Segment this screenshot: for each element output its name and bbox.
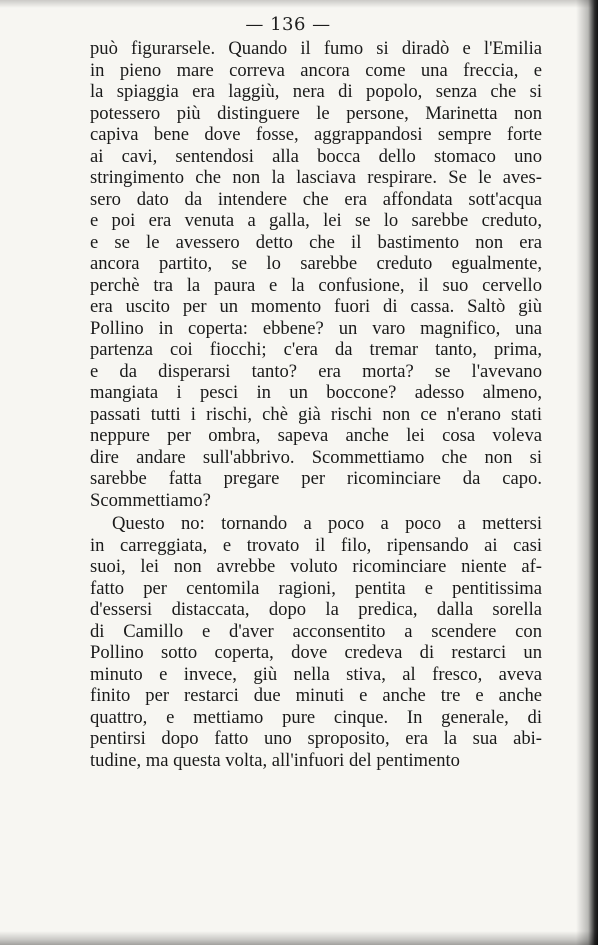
text-line: sero dato da intendere che era affondata sott'acqua [90, 188, 542, 210]
text-line: passati tutti i rischi, chè già rischi non ce n'erano stati [90, 403, 542, 425]
text-line: e da disperarsi tanto? era morta? se l'avevano [90, 360, 542, 382]
text-line: minuto e invece, giù nella stiva, al fresco, aveva [90, 663, 542, 685]
page-bottom-shadow [0, 931, 598, 945]
text-line: stringimento che non la lasciava respirare. Se le aves- [90, 167, 542, 188]
text-line: può figurarsele. Quando il fumo si diradò e l'Emilia [90, 38, 542, 59]
text-line: Questo no: tornando a poco a poco a mettersi [112, 513, 542, 534]
text-line: mangiata i pesci in un boccone? adesso almeno, [90, 382, 542, 403]
text-line: sarebbe fatta pregare per ricominciare da capo. [90, 468, 542, 489]
text-line: la spiaggia era laggiù, nera di popolo, senza che si [90, 81, 542, 102]
text-line: fatto per centomila ragioni, pentita e pentitissima [90, 577, 542, 599]
text-line: partenza coi fiocchi; c'era da tremar tanto, prima, [90, 339, 542, 360]
text-line: potessero più distinguere le persone, Marinetta non [90, 102, 542, 124]
page-top-shadow [0, 0, 598, 8]
text-line: dire andare sull'abbrivo. Scommettiamo che non si [90, 446, 542, 468]
body-text [90, 38, 542, 771]
text-line: perchè tra la paura e la confusione, il suo cervello [90, 274, 542, 296]
page-number: — 136 — [245, 14, 331, 35]
text-line: in pieno mare correva ancora come una freccia, e [90, 59, 542, 81]
text-line: finito per restarci due minuti e anche tre e anche [90, 685, 542, 706]
text-line: ancora partito, se lo sarebbe creduto egualmente, [90, 253, 542, 274]
text-line: d'essersi distaccata, dopo la predica, dalla sorella [90, 599, 542, 620]
text-line: Pollino sotto coperta, dove credeva di restarci un [90, 642, 542, 663]
text-line: Pollino in coperta: ebbene? un varo magnifico, una [90, 317, 542, 339]
text-line: capiva bene dove fosse, aggrappandosi sempre forte [90, 124, 542, 145]
text-line: tudine, ma questa volta, all'infuori del pentimento [90, 749, 460, 771]
text-line: neppure per ombra, sapeva anche lei cosa voleva [90, 425, 542, 446]
text-line: Scommettiamo? [90, 489, 211, 511]
text-line: di Camillo e d'aver acconsentito a scendere con [90, 620, 542, 642]
text-line: suoi, lei non avrebbe voluto ricominciare niente af- [90, 556, 542, 577]
text-line: e se le avessero detto che il bastimento non era [90, 231, 542, 253]
text-line: ai cavi, sentendosi alla bocca dello stomaco uno [90, 145, 542, 167]
page-binding-shadow [576, 0, 598, 945]
text-line: pentirsi dopo fatto uno sproposito, era la sua abi- [90, 728, 542, 749]
text-line: e poi era venuta a galla, lei se lo sarebbe creduto, [90, 210, 542, 231]
text-line: era uscito per un momento fuori di cassa. Saltò giù [90, 296, 542, 317]
text-line: in carreggiata, e trovato il filo, ripensando ai casi [90, 534, 542, 556]
text-line: quattro, e mettiamo pure cinque. In generale, di [90, 706, 542, 728]
